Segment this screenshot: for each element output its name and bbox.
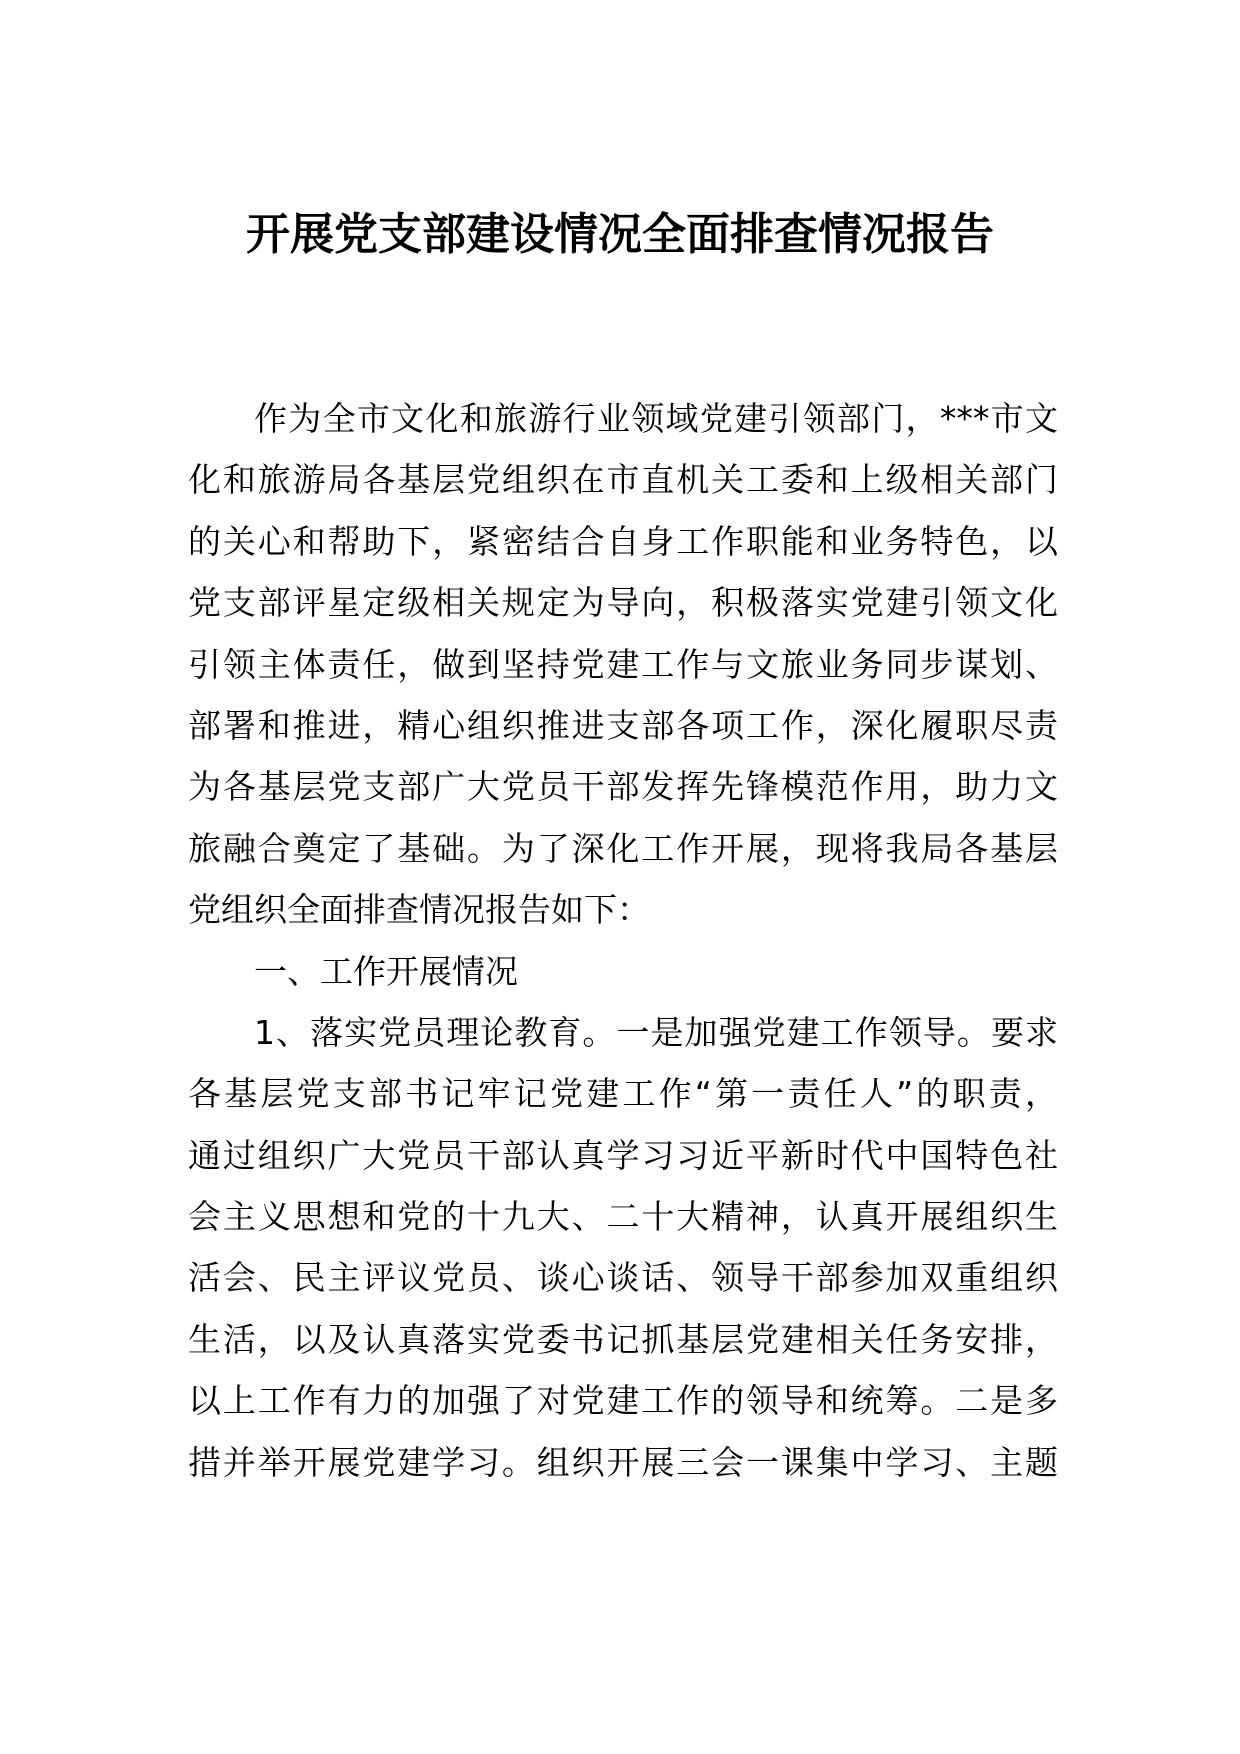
paragraph-line: 措并举开展党建学习。组织开展三会一课集中学习、主题 [188, 1442, 1058, 1482]
paragraph-line: 活会、民主评议党员、谈心谈话、领导干部参加双重组织 [188, 1258, 1058, 1298]
paragraph-line: 为各基层党支部广大党员干部发挥先锋模范作用，助力文 [188, 767, 1058, 807]
paragraph-line: 以上工作有力的加强了对党建工作的领导和统筹。二是多 [188, 1381, 1058, 1421]
paragraph-line: 部署和推进，精心组织推进支部各项工作，深化履职尽责 [188, 705, 1058, 745]
paragraph-line: 党组织全面排查情况报告如下： [188, 890, 650, 930]
paragraph-line: 通过组织广大党员干部认真学习习近平新时代中国特色社 [188, 1135, 1058, 1175]
paragraph-line: 党支部评星定级相关规定为导向，积极落实党建引领文化 [188, 583, 1058, 623]
paragraph-line: 作为全市文化和旅游行业领域党建引领部门，***市文 [254, 399, 1058, 438]
section-heading: 一、工作开展情况 [254, 951, 518, 991]
paragraph-line: 旅融合奠定了基础。为了深化工作开展，现将我局各基层 [188, 828, 1058, 868]
paragraph-line: 各基层党支部书记牢记党建工作“第一责任人”的职责， [188, 1074, 1058, 1114]
paragraph-line: 的关心和帮助下，紧密结合自身工作职能和业务特色，以 [188, 521, 1058, 561]
paragraph-line: 1、落实党员理论教育。一是加强党建工作领导。要求 [254, 1012, 1058, 1052]
paragraph-line: 引领主体责任，做到坚持党建工作与文旅业务同步谋划、 [188, 644, 1058, 684]
document-body [188, 388, 1058, 1493]
paragraph-line: 化和旅游局各基层党组织在市直机关工委和上级相关部门 [188, 460, 1058, 500]
paragraph-line: 会主义思想和党的十九大、二十大精神，认真开展组织生 [188, 1197, 1058, 1237]
document-title: 开展党支部建设情况全面排查情况报告 [246, 209, 994, 260]
paragraph-line: 生活，以及认真落实党委书记抓基层党建相关任务安排， [188, 1319, 1058, 1359]
